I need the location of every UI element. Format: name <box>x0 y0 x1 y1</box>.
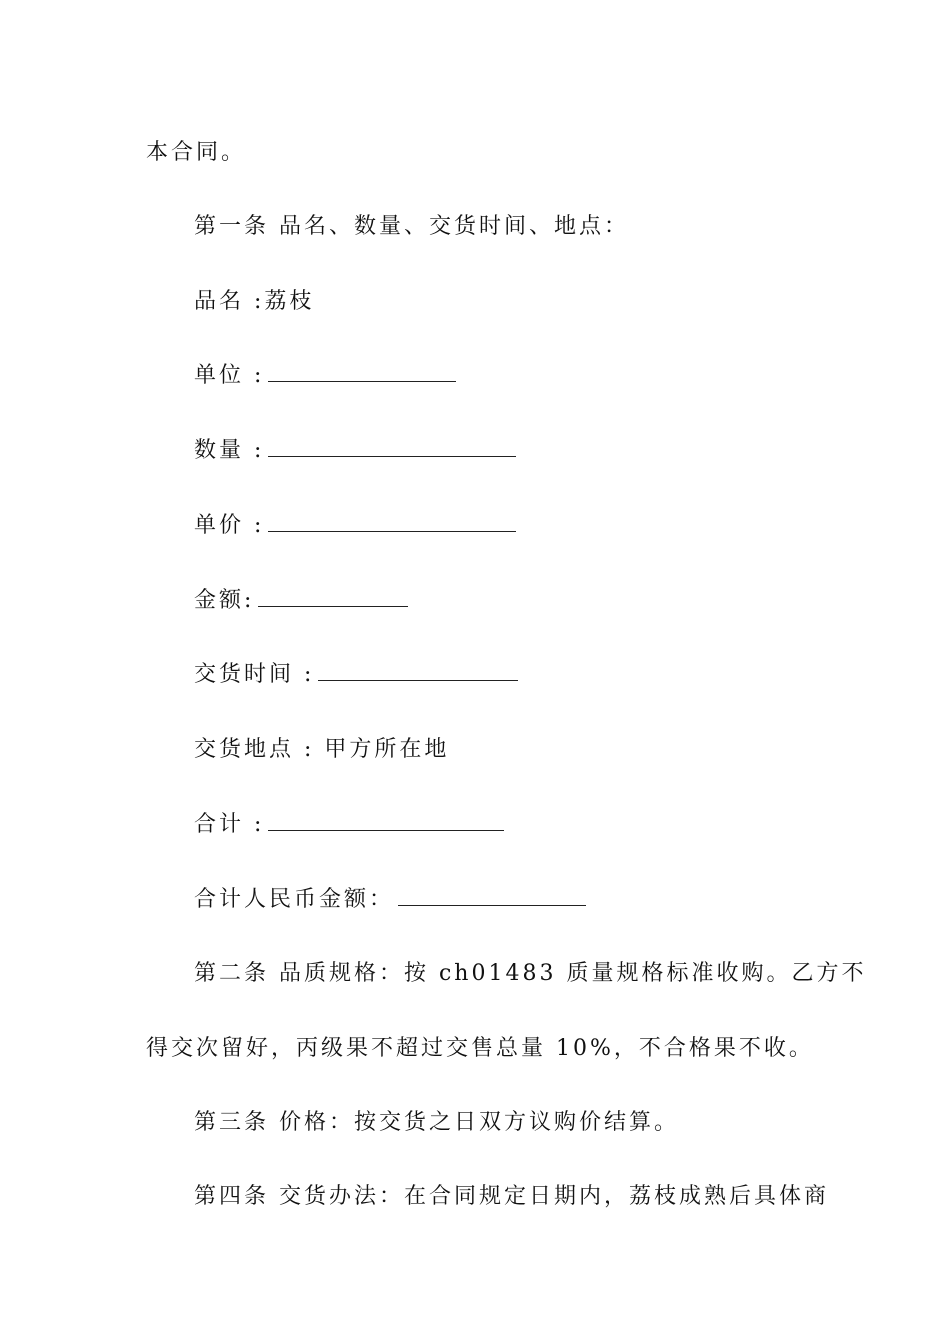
article-2-line-1: 第二条 品质规格：按 ch01483 质量规格标准收购。乙方不 <box>194 961 867 986</box>
article-1-heading: 第一条 品名、数量、交货时间、地点： <box>194 214 629 239</box>
quantity-line <box>194 436 516 466</box>
product-name-line: 品名 :荔枝 <box>194 289 315 314</box>
total-rmb-line <box>194 885 586 915</box>
article-4-line-1: 第四条 交货办法：在合同规定日期内，荔枝成熟后具体商 <box>194 1184 829 1209</box>
unit-blank[interactable] <box>268 361 456 382</box>
continuation-line: 本合同。 <box>146 140 247 165</box>
amount-blank[interactable] <box>258 586 408 607</box>
unit-label: 单位 : <box>194 363 265 388</box>
total-blank[interactable] <box>268 810 504 831</box>
total-rmb-label: 合计人民币金额： <box>194 887 395 912</box>
unit-line <box>194 361 456 391</box>
total-line <box>194 810 504 840</box>
unit-price-label: 单价 : <box>194 513 265 538</box>
article-2-line-2: 得交次留好，丙级果不超过交售总量 10%，不合格果不收。 <box>146 1036 814 1061</box>
delivery-time-label: 交货时间 : <box>194 662 315 687</box>
quantity-label: 数量 : <box>194 438 265 463</box>
amount-label: 金额: <box>194 588 255 613</box>
unit-price-line <box>194 511 516 541</box>
total-label: 合计 : <box>194 812 265 837</box>
article-3-line: 第三条 价格：按交货之日双方议购价结算。 <box>194 1110 679 1135</box>
unit-price-blank[interactable] <box>268 511 516 532</box>
delivery-time-blank[interactable] <box>318 660 518 681</box>
amount-line <box>194 586 408 616</box>
quantity-blank[interactable] <box>268 436 516 457</box>
delivery-time-line <box>194 660 518 690</box>
delivery-place-line: 交货地点 : 甲方所在地 <box>194 737 450 762</box>
total-rmb-blank[interactable] <box>398 885 586 906</box>
